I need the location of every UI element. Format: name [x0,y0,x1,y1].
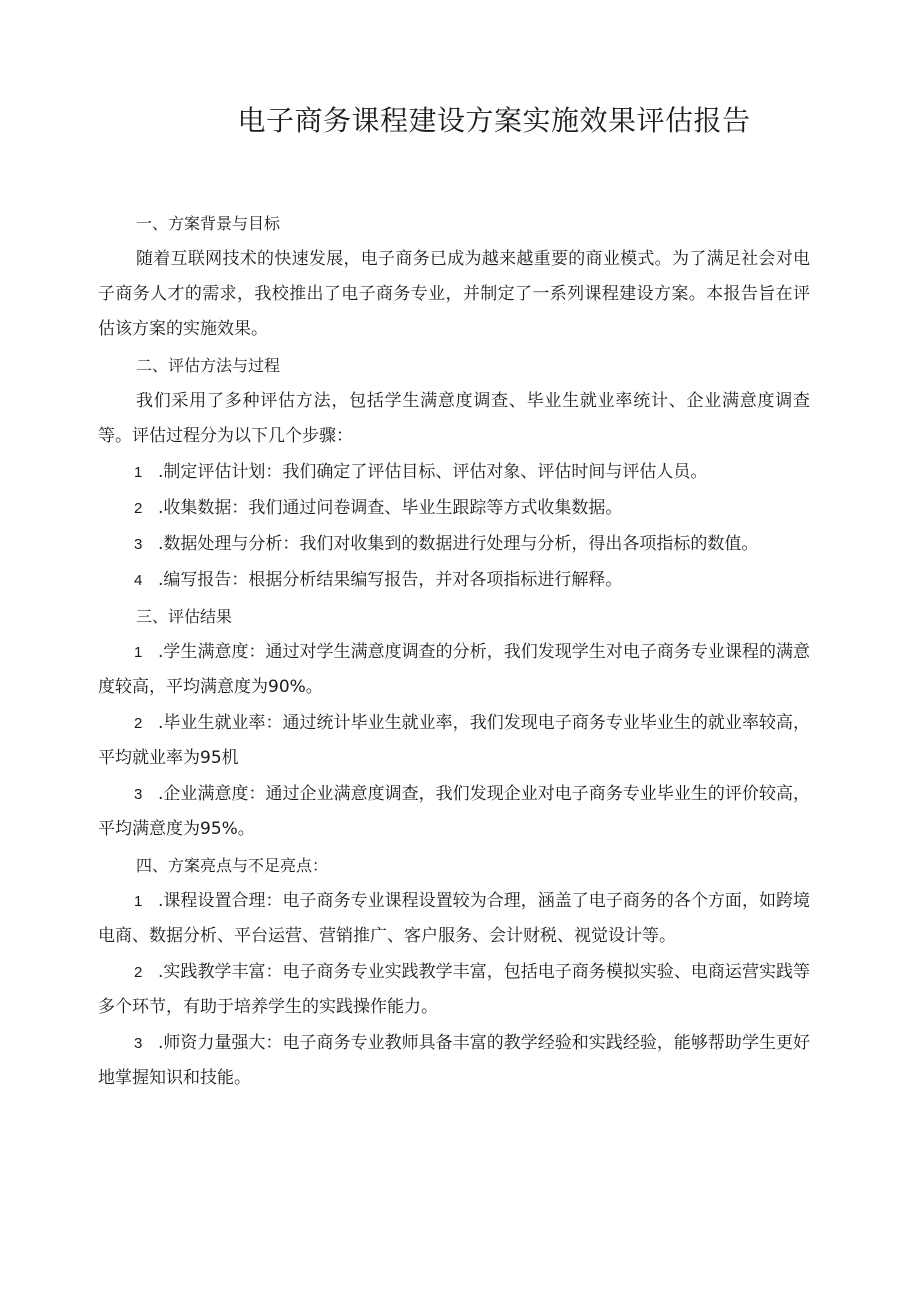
list-item-number: 1 [134,464,143,481]
list-item-text: .课程设置合理：电子商务专业课程设置较为合理，涵盖了电子商务的各个方面，如跨境电商、数据分析、平台运营、营销推广、客户服务、会计财税、视觉设计等。 [98,891,810,946]
list-item-text: .毕业生就业率：通过统计毕业生就业率，我们发现电子商务专业毕业生的就业率较高，平均就业率为95机 [98,713,810,768]
list-item-text: .制定评估计划：我们确定了评估目标、评估对象、评估时间与评估人员。 [158,462,708,482]
list-item-number: 3 [134,536,143,553]
list-item-number: 4 [134,572,143,589]
paragraph: 随着互联网技术的快速发展，电子商务已成为越来越重要的商业模式。为了满足社会对电子商务人才的需求，我校推出了电子商务专业，并制定了一系列课程建设方案。本报告旨在评估该方案的实施效果。 [98,249,810,339]
list-item-number: 2 [134,500,143,517]
list-item-number: 1 [134,893,143,910]
section-heading: 三、评估结果 [136,607,233,626]
list-item-text: .收集数据：我们通过问卷调查、毕业生跟踪等方式收集数据。 [158,498,623,518]
paragraph: 我们采用了多种评估方法，包括学生满意度调查、毕业生就业率统计、企业满意度调查等。评估过程分为以下几个步骤： [98,391,810,446]
list-item-text: .学生满意度：通过对学生满意度调查的分析，我们发现学生对电子商务专业课程的满意度较高，平均满意度为90%。 [98,642,810,697]
list-item-number: 1 [134,644,143,661]
document-title: 电子商务课程建设方案实施效果评估报告 [237,104,751,137]
list-item [98,563,810,598]
section-heading: 一、方案背景与目标 [136,214,281,233]
list-item [98,491,810,526]
section-heading: 四、方案亮点与不足亮点： [136,856,329,875]
section-heading: 二、评估方法与过程 [136,356,281,375]
list-item-number: 2 [134,715,143,732]
list-item [98,884,810,954]
list-item-number: 3 [134,1035,143,1052]
list-item [98,777,810,847]
list-item [98,455,810,490]
list-item-text: .数据处理与分析：我们对收集到的数据进行处理与分析，得出各项指标的数值。 [158,534,759,554]
list-item-text: .师资力量强大：电子商务专业教师具备丰富的教学经验和实践经验，能够帮助学生更好地掌握知识和技能。 [98,1033,810,1088]
list-item-text: .编写报告：根据分析结果编写报告，并对各项指标进行解释。 [158,570,623,590]
list-item [98,1026,810,1096]
list-item-number: 3 [134,786,143,803]
list-item [98,955,810,1025]
list-item [98,635,810,705]
list-item-text: .企业满意度：通过企业满意度调查，我们发现企业对电子商务专业毕业生的评价较高，平均满意度为95%。 [98,784,810,839]
list-item [98,527,810,562]
list-item-text: .实践教学丰富：电子商务专业实践教学丰富，包括电子商务模拟实验、电商运营实践等多个环节，有助于培养学生的实践操作能力。 [98,962,810,1017]
list-item-number: 2 [134,964,143,981]
document-body [98,206,810,1097]
list-item [98,706,810,776]
